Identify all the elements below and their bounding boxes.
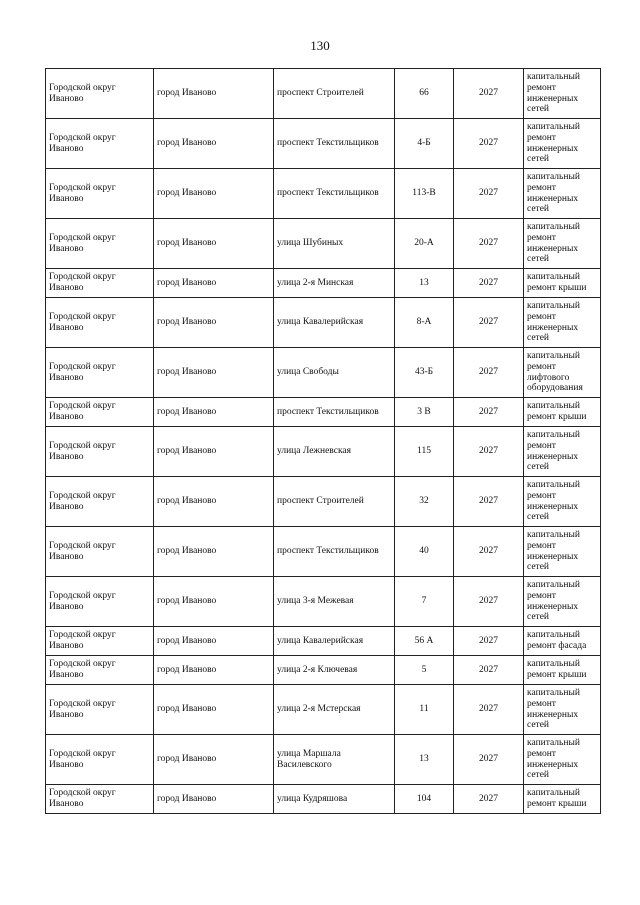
house-number-cell: 56 А (395, 627, 454, 656)
city-cell: город Иваново (154, 735, 274, 785)
year-cell: 2027 (454, 785, 524, 814)
city-cell: город Иваново (154, 656, 274, 685)
table-row (46, 398, 601, 427)
house-number-cell: 104 (395, 785, 454, 814)
municipal-district-cell: Городской округ Иваново (46, 427, 154, 477)
repair-schedule-table (45, 68, 601, 814)
year-cell: 2027 (454, 685, 524, 735)
table-row (46, 69, 601, 119)
municipal-district-cell: Городской округ Иваново (46, 69, 154, 119)
year-cell: 2027 (454, 398, 524, 427)
year-cell: 2027 (454, 477, 524, 527)
street-cell: улица Свободы (274, 348, 395, 398)
work-type-cell: капитальный ремонт инженерных сетей (524, 477, 601, 527)
year-cell: 2027 (454, 427, 524, 477)
house-number-cell: 113-В (395, 169, 454, 219)
house-number-cell: 115 (395, 427, 454, 477)
street-cell: улица 2-я Мстерская (274, 685, 395, 735)
work-type-cell: капитальный ремонт крыши (524, 656, 601, 685)
city-cell: город Иваново (154, 298, 274, 348)
house-number-cell: 20-А (395, 219, 454, 269)
street-cell: улица 3-я Межевая (274, 577, 395, 627)
work-type-cell: капитальный ремонт фасада (524, 627, 601, 656)
work-type-cell: капитальный ремонт крыши (524, 269, 601, 298)
house-number-cell: 5 (395, 656, 454, 685)
house-number-cell: 7 (395, 577, 454, 627)
work-type-cell: капитальный ремонт инженерных сетей (524, 169, 601, 219)
page-number: 130 (310, 38, 330, 53)
work-type-cell: капитальный ремонт крыши (524, 785, 601, 814)
city-cell: город Иваново (154, 427, 274, 477)
work-type-cell: капитальный ремонт инженерных сетей (524, 119, 601, 169)
house-number-cell: 40 (395, 527, 454, 577)
table-row (46, 627, 601, 656)
street-cell: улица 2-я Минская (274, 269, 395, 298)
city-cell: город Иваново (154, 398, 274, 427)
municipal-district-cell: Городской округ Иваново (46, 298, 154, 348)
table-row (46, 169, 601, 219)
table-row (46, 298, 601, 348)
table-row (46, 427, 601, 477)
city-cell: город Иваново (154, 219, 274, 269)
city-cell: город Иваново (154, 527, 274, 577)
municipal-district-cell: Городской округ Иваново (46, 527, 154, 577)
house-number-cell: 13 (395, 269, 454, 298)
work-type-cell: капитальный ремонт инженерных сетей (524, 69, 601, 119)
year-cell: 2027 (454, 69, 524, 119)
city-cell: город Иваново (154, 69, 274, 119)
street-cell: проспект Текстильщиков (274, 398, 395, 427)
municipal-district-cell: Городской округ Иваново (46, 219, 154, 269)
municipal-district-cell: Городской округ Иваново (46, 477, 154, 527)
table-row (46, 119, 601, 169)
municipal-district-cell: Городской округ Иваново (46, 348, 154, 398)
house-number-cell: 11 (395, 685, 454, 735)
house-number-cell: 43-Б (395, 348, 454, 398)
city-cell: город Иваново (154, 577, 274, 627)
municipal-district-cell: Городской округ Иваново (46, 627, 154, 656)
city-cell: город Иваново (154, 627, 274, 656)
work-type-cell: капитальный ремонт инженерных сетей (524, 685, 601, 735)
municipal-district-cell: Городской округ Иваново (46, 577, 154, 627)
year-cell: 2027 (454, 269, 524, 298)
street-cell: улица Кудряшова (274, 785, 395, 814)
year-cell: 2027 (454, 735, 524, 785)
city-cell: город Иваново (154, 169, 274, 219)
house-number-cell: 32 (395, 477, 454, 527)
street-cell: улица Кавалерийская (274, 298, 395, 348)
year-cell: 2027 (454, 169, 524, 219)
year-cell: 2027 (454, 627, 524, 656)
year-cell: 2027 (454, 219, 524, 269)
year-cell: 2027 (454, 348, 524, 398)
house-number-cell: 3 В (395, 398, 454, 427)
year-cell: 2027 (454, 527, 524, 577)
street-cell: улица Лежневская (274, 427, 395, 477)
city-cell: город Иваново (154, 119, 274, 169)
table-row (46, 735, 601, 785)
street-cell: улица 2-я Ключевая (274, 656, 395, 685)
work-type-cell: капитальный ремонт инженерных сетей (524, 577, 601, 627)
street-cell: улица Маршала Василевского (274, 735, 395, 785)
city-cell: город Иваново (154, 477, 274, 527)
municipal-district-cell: Городской округ Иваново (46, 656, 154, 685)
table-row (46, 656, 601, 685)
city-cell: город Иваново (154, 269, 274, 298)
table-body (46, 69, 601, 814)
year-cell: 2027 (454, 119, 524, 169)
street-cell: улица Шубиных (274, 219, 395, 269)
street-cell: проспект Строителей (274, 69, 395, 119)
work-type-cell: капитальный ремонт крыши (524, 398, 601, 427)
municipal-district-cell: Городской округ Иваново (46, 685, 154, 735)
year-cell: 2027 (454, 656, 524, 685)
house-number-cell: 13 (395, 735, 454, 785)
house-number-cell: 8-А (395, 298, 454, 348)
table-row (46, 269, 601, 298)
city-cell: город Иваново (154, 685, 274, 735)
work-type-cell: капитальный ремонт инженерных сетей (524, 527, 601, 577)
table-row (46, 685, 601, 735)
municipal-district-cell: Городской округ Иваново (46, 269, 154, 298)
year-cell: 2027 (454, 298, 524, 348)
work-type-cell: капитальный ремонт инженерных сетей (524, 735, 601, 785)
table-row (46, 477, 601, 527)
table-row (46, 219, 601, 269)
street-cell: проспект Текстильщиков (274, 169, 395, 219)
street-cell: проспект Строителей (274, 477, 395, 527)
table-row (46, 577, 601, 627)
house-number-cell: 66 (395, 69, 454, 119)
street-cell: проспект Текстильщиков (274, 119, 395, 169)
municipal-district-cell: Городской округ Иваново (46, 119, 154, 169)
table-row (46, 527, 601, 577)
work-type-cell: капитальный ремонт лифтового оборудования (524, 348, 601, 398)
municipal-district-cell: Городской округ Иваново (46, 398, 154, 427)
municipal-district-cell: Городской округ Иваново (46, 735, 154, 785)
table-row (46, 348, 601, 398)
street-cell: улица Кавалерийская (274, 627, 395, 656)
city-cell: город Иваново (154, 785, 274, 814)
work-type-cell: капитальный ремонт инженерных сетей (524, 298, 601, 348)
municipal-district-cell: Городской округ Иваново (46, 169, 154, 219)
municipal-district-cell: Городской округ Иваново (46, 785, 154, 814)
street-cell: проспект Текстильщиков (274, 527, 395, 577)
year-cell: 2027 (454, 577, 524, 627)
city-cell: город Иваново (154, 348, 274, 398)
work-type-cell: капитальный ремонт инженерных сетей (524, 427, 601, 477)
house-number-cell: 4-Б (395, 119, 454, 169)
work-type-cell: капитальный ремонт инженерных сетей (524, 219, 601, 269)
table-row (46, 785, 601, 814)
